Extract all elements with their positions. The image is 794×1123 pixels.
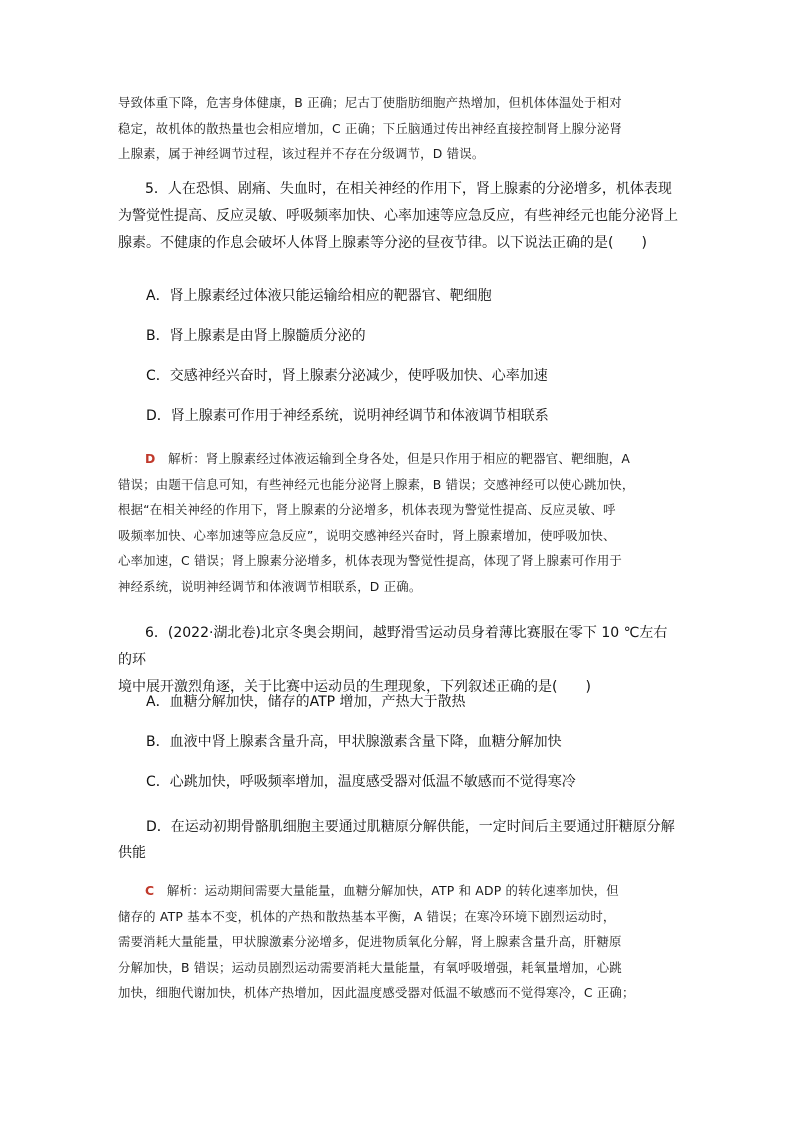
q5-option-a: A．肾上腺素经过体液只能运输给相应的靶器官、靶细胞 (146, 288, 492, 304)
q5-analysis-line: 吸频率加快、心率加速等应急反应”，说明交感神经兴奋时，肾上腺素增加，使呼吸加快、 (118, 527, 616, 543)
question-5-line: 5．人在恐惧、剧痛、失血时，在相关神经的作用下，肾上腺素的分泌增多，机体表现 (145, 181, 672, 197)
q6-analysis-line: 分解加快，B 错误；运动员剧烈运动需要消耗大量能量，有氧呼吸增强，耗氧量增加，心跳 (118, 959, 622, 975)
q6-answer-label: C (145, 883, 155, 898)
q6-option-c: C．心跳加快，呼吸频率增加，温度感受器对低温不敏感而不觉得寒冷 (146, 774, 576, 790)
q5-analysis-line: 根据“在相关神经的作用下，肾上腺素的分泌增多，机体表现为警觉性提高、反应灵敏、呼 (118, 502, 616, 517)
q5-option-c: C．交感神经兴奋时，肾上腺素分泌减少，使呼吸加快、心率加速 (146, 368, 548, 384)
q5-analysis-line: 神经系统，说明神经调节和体液调节相联系，D 正确。 (118, 578, 422, 594)
question-5-line: 腺素。不健康的作息会破坏人体肾上腺素等分泌的昼夜节律。以下说法正确的是( ) (118, 235, 647, 251)
q5-analysis-line: 错误；由题干信息可知，有些神经元也能分泌肾上腺素，B 错误；交感神经可以使心跳加快， (118, 476, 635, 492)
q5-analysis (118, 446, 678, 599)
prev-analysis-line: 导致体重下降，危害身体健康，B 正确；尼古丁使脂肪细胞产热增加，但机体体温处于相对 (118, 95, 622, 110)
question-6-line: 境中展开激烈角逐，关于比赛中运动员的生理现象，下列叙述正确的是( ) (118, 679, 591, 695)
q6-analysis-line: 解析：运动期间需要大量能量，血糖分解加快，ATP 和 ADP 的转化速率加快，但 (154, 883, 619, 898)
q6-option-d-line: D．在运动初期骨骼肌细胞主要通过肌糖原分解供能，一定时间后主要通过肝糖原分解 (146, 819, 675, 835)
q6-analysis-line: 加快，细胞代谢加快，机体产热增加，因此温度感受器对低温不敏感而不觉得寒冷，C 正确； (118, 985, 635, 1000)
q6-option-a: A．血糖分解加快，储存的ATP 增加，产热大于散热 (146, 694, 466, 710)
q6-option-b: B．血液中肾上腺素含量升高，甲状腺激素含量下降，血糖分解加快 (146, 734, 562, 750)
q6-option-d-continued: 供能 (118, 845, 146, 861)
question-6-stem (118, 620, 678, 701)
q5-analysis-line: 心率加速，C 错误；肾上腺素分泌增多，机体表现为警觉性提高，体现了肾上腺素可作用于 (118, 553, 623, 568)
prev-analysis (118, 90, 678, 167)
prev-analysis-line: 上腺素，属于神经调节过程，该过程并不存在分级调节，D 错误。 (118, 146, 485, 161)
q6-analysis-line: 需要消耗大量能量，甲状腺激素分泌增多，促进物质氧化分解，肾上腺素含量升高，肝糖原 (118, 934, 622, 949)
q5-analysis-line: 解析：肾上腺素经过体液运输到全身各处，但是只作用于相应的靶器官、靶细胞，A (155, 451, 631, 466)
q5-answer-label: D (145, 451, 156, 466)
question-6-line: 6．(2022·湖北卷)北京冬奥会期间，越野滑雪运动员身着薄比赛服在零下 10 ℃左右的环 (118, 625, 668, 668)
q6-option-d (146, 812, 686, 842)
question-5-line: 为警觉性提高、反应灵敏、呼吸频率加快、心率加速等应急反应，有些神经元也能分泌肾上 (118, 208, 678, 224)
q5-option-b: B．肾上腺素是由肾上腺髓质分泌的 (146, 328, 366, 344)
q5-option-d: D．肾上腺素可作用于神经系统，说明神经调节和体液调节相联系 (146, 408, 549, 424)
prev-analysis-line: 稳定，故机体的散热量也会相应增加，C 正确；下丘脑通过传出神经直接控制肾上腺分泌肾 (118, 120, 623, 136)
question-5-stem (118, 176, 678, 257)
q6-analysis-line: 储存的 ATP 基本不变，机体的产热和散热基本平衡，A 错误；在寒冷环境下剧烈运动时， (118, 908, 616, 924)
q6-analysis (118, 878, 678, 1006)
